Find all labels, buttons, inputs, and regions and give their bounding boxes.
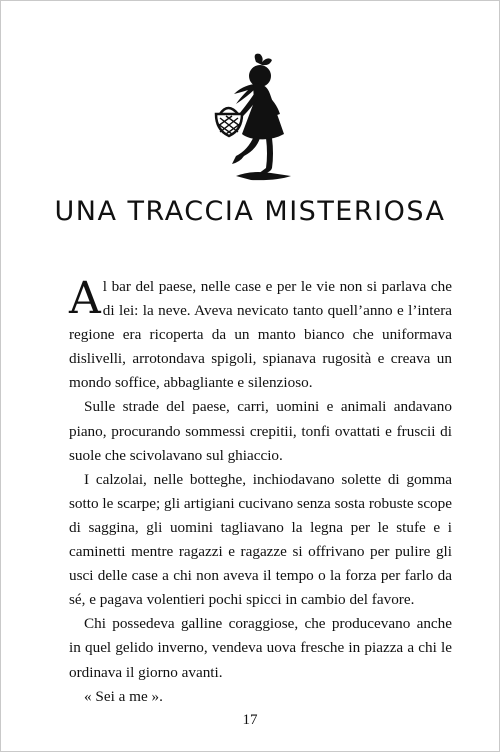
paragraph-text: l bar del paese, nelle case e per le vie non si parlava che di lei: la neve. Aveva nevicato tanto quell’anno e l’intera regione era ricoperta da un manto bianco che uniformava dislivelli, arrotondava spigoli, spianava rugosità e creava un mondo soffice, abbagliante e silenzioso. bbox=[69, 278, 452, 392]
paragraph bbox=[69, 275, 452, 395]
paragraph: I calzolai, nelle botteghe, inchiodavano solette di gomma sotto le scarpe; gli artigiani cucivano senza sosta robuste scope di saggina, gli uomini tagliavano la legna per le stufe e i caminetti mentre ragazzi e ragazze si offrivano per pulire gli usci delle case a chi non aveva il tempo o la forza per farlo da sé, e pagava volentieri pochi spicci in cambio del favore. bbox=[69, 470, 452, 609]
dropcap: A bbox=[69, 273, 101, 324]
chapter-title: UNA TRACCIA MISTERIOSA bbox=[54, 196, 446, 227]
body-text bbox=[69, 275, 452, 709]
paragraph: Chi possedeva galline coraggiose, che producevano anche in quel gelido inverno, vendeva uova fresche in piazza a chi le ordinava il giorno avanti. bbox=[69, 615, 452, 681]
page-number: 17 bbox=[242, 712, 258, 728]
paragraph: Sulle strade del paese, carri, uomini e animali andavano piano, procurando sommessi crepitii, tonfi ovattati e fruscii di suole che scivolavano sul ghiaccio. bbox=[69, 398, 452, 464]
girl-with-basket-silhouette-icon bbox=[196, 50, 304, 190]
paragraph: « Sei a me ». bbox=[84, 687, 163, 705]
